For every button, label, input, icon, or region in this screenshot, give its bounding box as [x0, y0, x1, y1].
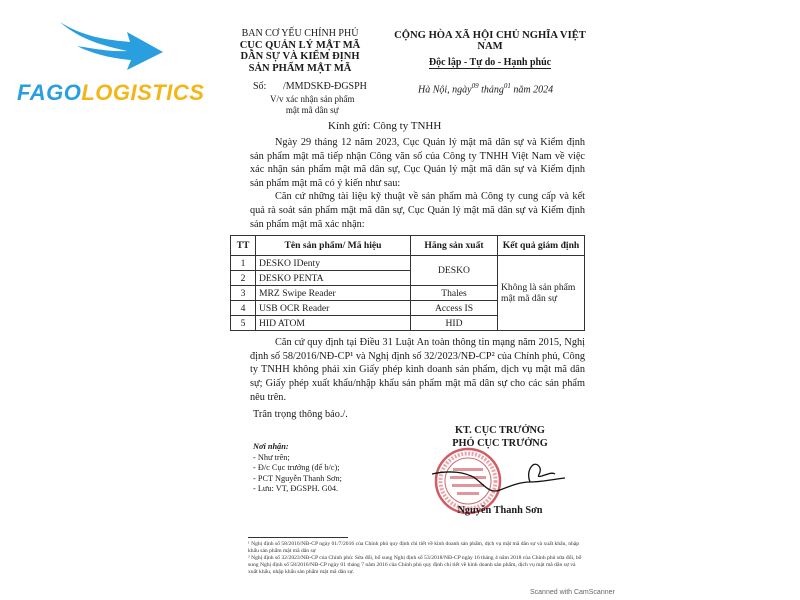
- table-row: [231, 256, 585, 271]
- agency-line-3: DÂN SỰ VÀ KIỂM ĐỊNH: [240, 51, 360, 62]
- agency-line-1: BAN CƠ YẾU CHÍNH PHỦ: [241, 28, 359, 39]
- cell-tt: 5: [231, 316, 256, 331]
- doc-number-value: /MMDSKĐ-ĐGSPH: [283, 81, 367, 92]
- arrow-logo-icon: [15, 18, 195, 80]
- logo-text-logistics: LOGISTICS: [81, 80, 205, 105]
- header-result: Kết quả giám định: [498, 236, 585, 256]
- recipient-item: - PCT Nguyễn Thanh Sơn;: [253, 473, 342, 483]
- cell-product: DESKO PENTA: [256, 271, 411, 286]
- recipient-item: - Lưu: VT, ĐGSPH. G04.: [253, 484, 339, 494]
- issuing-agency-header: [235, 28, 365, 74]
- signature-title-line-2: PHÓ CỤC TRƯỞNG: [452, 438, 548, 450]
- cell-product: HID ATOM: [256, 316, 411, 331]
- cell-tt: 1: [231, 256, 256, 271]
- date-day: 09: [471, 82, 479, 90]
- agency-line-4: SẢN PHẨM MẬT MÃ: [248, 62, 352, 74]
- paragraph-2: [250, 190, 585, 231]
- document-date: [418, 82, 553, 95]
- subject-line-2: mật mã dân sự: [285, 105, 339, 115]
- cell-maker: Access IS: [411, 301, 498, 316]
- recipients-heading: Nơi nhận:: [253, 442, 289, 452]
- date-month: 01: [503, 82, 511, 90]
- cell-tt: 2: [231, 271, 256, 286]
- country-name: CỘNG HÒA XÃ HỘI CHỦ NGHĨA VIỆT NAM: [394, 30, 586, 52]
- cell-result: Không là sản phẩm mật mã dân sự: [498, 256, 585, 331]
- header-maker: Hãng sản xuất: [411, 236, 498, 256]
- cell-maker: Thales: [411, 286, 498, 301]
- cell-product: USB OCR Reader: [256, 301, 411, 316]
- paragraph-2-text: Căn cứ những tài liệu kỹ thuật về sản phẩm mà Công ty cung cấp và kết quả rà soát sản phẩm mật mã dân sự, Cục Quản lý mật mã dân sự và Kiểm định sản phẩm mật mã xác nhận:: [250, 191, 585, 230]
- footnote-divider: [248, 537, 348, 538]
- signature-title-line-1: KT. CỤC TRƯỞNG: [455, 425, 545, 437]
- document-body: [230, 136, 590, 519]
- signature-row: [230, 424, 590, 519]
- footnote-2: ² Nghị định số 32/2023/NĐ-CP của Chính phủ: Sửa đổi, bổ sung Nghị định số 53/2018/NĐ-CP ngày 16 tháng 4 năm 2018 của Chính phủ sửa đổi, bổ sung Nghị định số 58/2016/NĐ-CP ngày 01 tháng 7 năm 2016 của Chính phủ quy định chi tiết về kinh doanh sản phẩm, dịch vụ mật mã dân sự và xuất khẩu, nhập khẩu sản phẩm mật mã dân sự.: [248, 555, 582, 575]
- date-prefix: Hà Nội, ngày: [418, 84, 472, 96]
- cell-maker: HID: [411, 316, 498, 331]
- cell-maker: DESKO: [411, 256, 498, 286]
- recipient-item: - Như trên;: [253, 452, 290, 462]
- handwritten-signature: [430, 460, 570, 500]
- paragraph-3-text: Căn cứ quy định tại Điều 31 Luật An toàn thông tin mạng năm 2015, Nghị định số 58/2016/NĐ-CP¹ và Nghị định số 32/2023/NĐ-CP² của Chính phủ, Công ty TNHH không phải xin Giấy phép kinh doanh sản phẩm, dịch vụ mật mã dân sự; Giấy phép xuất khẩu/nhập khẩu sản phẩm mật mã dân sự cho các sản phẩm nêu trên.: [250, 337, 585, 403]
- closing-line: Trân trọng thông báo./.: [253, 409, 348, 421]
- signature-stroke-icon: [430, 460, 570, 500]
- footnotes: [248, 541, 583, 576]
- signature-block: [445, 424, 555, 519]
- doc-number-label: Số:: [253, 81, 267, 92]
- cell-product: MRZ Swipe Reader: [256, 286, 411, 301]
- paragraph-3: [250, 336, 585, 404]
- subject: [270, 94, 354, 116]
- recipient-item: - Đ/c Cục trưởng (để b/c);: [253, 463, 340, 473]
- paragraph-1-text: Ngày 29 tháng 12 năm 2023, Cục Quản lý mật mã dân sự và Kiểm định sản phẩm mật mã tiếp nhận Công văn số của Công ty TNHH Việt Nam về việc xác nhận sản phẩm mật mã dân sự, Cục Quản lý mật mã dân sự và Kiểm định sản phẩm mật mã có ý kiến như sau:: [250, 137, 585, 189]
- table-header-row: [231, 236, 585, 256]
- subject-line-1: V/v xác nhận sản phẩm: [270, 94, 355, 104]
- signature-title: [445, 424, 555, 450]
- header-tt: TT: [231, 236, 256, 256]
- national-header: [390, 30, 590, 70]
- agency-line-2: CỤC QUẢN LÝ MẬT MÃ: [239, 39, 361, 51]
- date-mid: tháng: [481, 84, 504, 96]
- recipient-line: Kính gửi: Công ty TNHH: [328, 120, 442, 132]
- date-suffix: năm 2024: [513, 84, 554, 96]
- product-table: [230, 235, 585, 331]
- paragraph-1: [250, 136, 585, 190]
- logo-text-fago: FAGO: [17, 80, 82, 105]
- cell-tt: 3: [231, 286, 256, 301]
- recipients-list: [253, 442, 342, 495]
- header-product: Tên sản phẩm/ Mã hiệu: [256, 236, 411, 256]
- fagologistics-logo: [15, 18, 205, 108]
- footnote-1: ¹ Nghị định số 58/2016/NĐ-CP ngày 01/7/2016 của Chính phủ quy định chi tiết về kinh doanh sản phẩm, dịch vụ mật mã dân sự và xuất khẩu, nhập khẩu sản phẩm mật mã dân sự: [248, 541, 580, 554]
- scanner-watermark: Scanned with CamScanner: [530, 589, 615, 596]
- signer-name: Nguyễn Thanh Sơn: [457, 505, 543, 517]
- cell-tt: 4: [231, 301, 256, 316]
- cell-product: DESKO IDenty: [256, 256, 411, 271]
- national-motto: Độc lập - Tự do - Hạnh phúc: [428, 57, 552, 68]
